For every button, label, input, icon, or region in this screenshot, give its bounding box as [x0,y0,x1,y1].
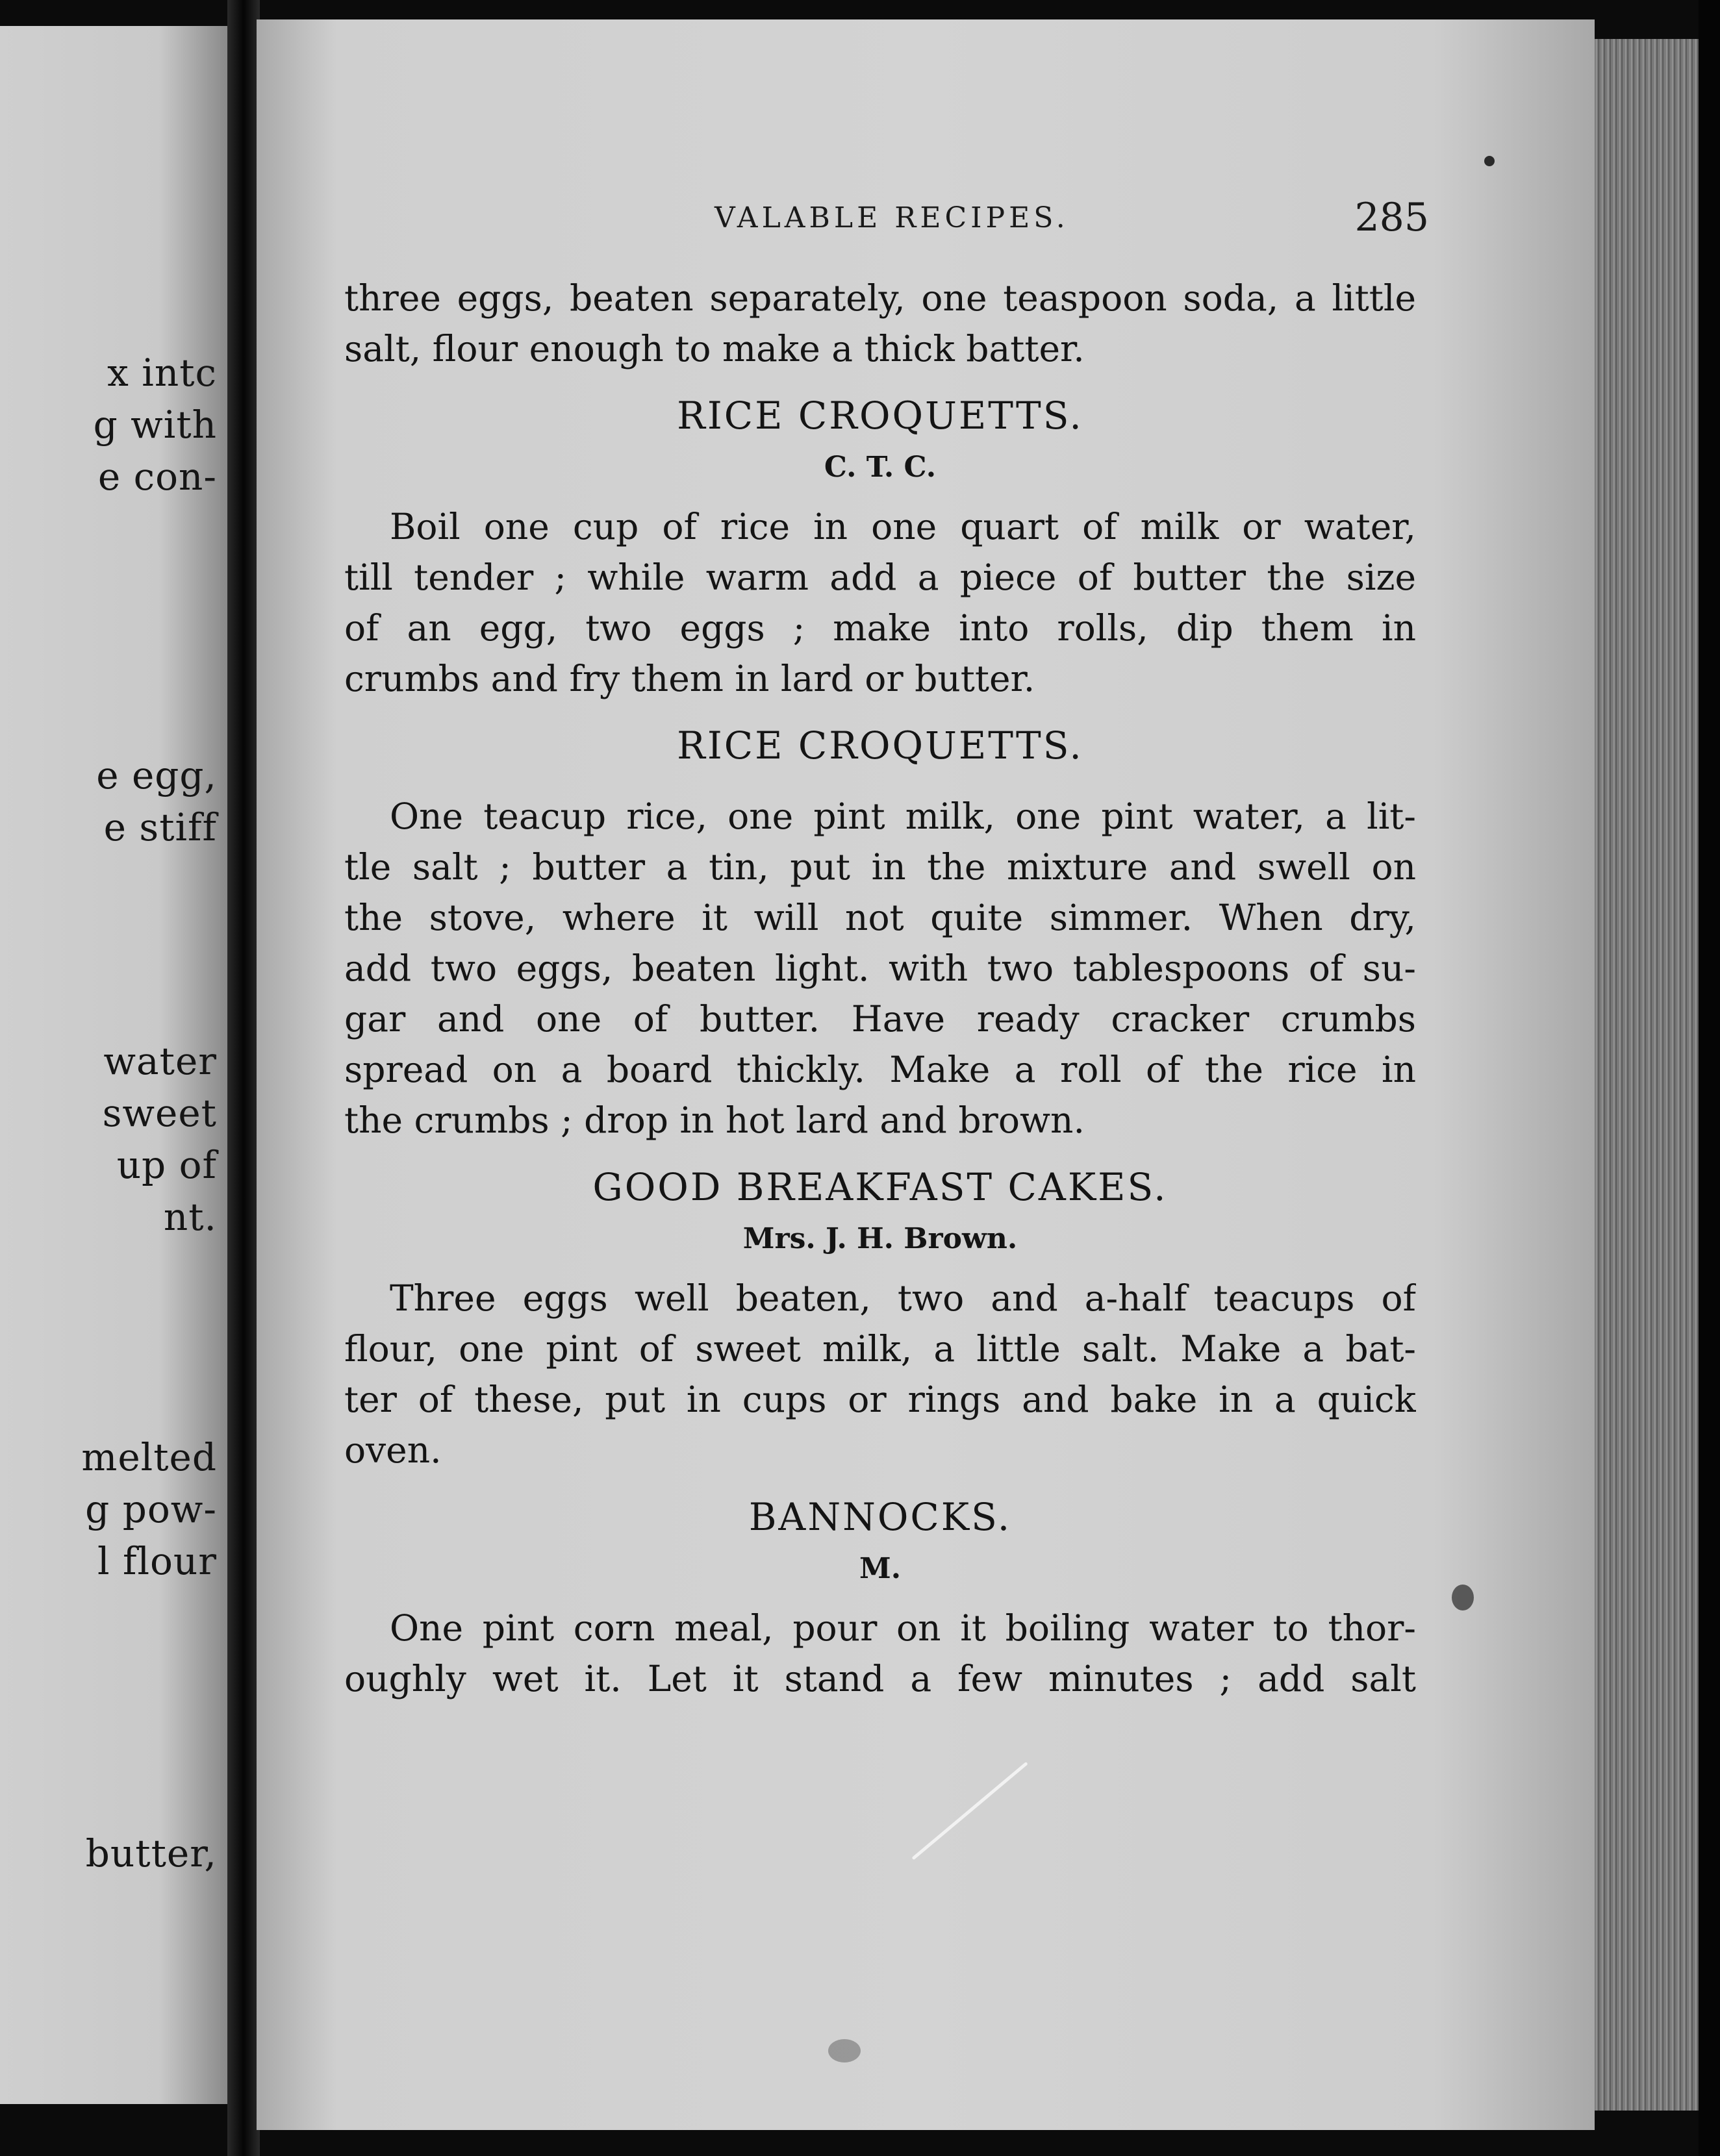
left-page-text-fragment: sweet [102,1091,217,1135]
left-page-text-fragment: l flour [97,1539,217,1583]
text-line: gar and one of butter. Have ready cracker crumbs [344,998,1416,1040]
text-line: of an egg, two eggs ; make into rolls, dip them in [344,607,1416,649]
recipe-title: BANNOCKS. [748,1495,1012,1539]
text-line: crumbs and fry them in lard or butter. [344,658,1035,699]
running-head: VALABLE RECIPES. [715,201,1069,234]
text-line: add two eggs, beaten light. with two tablespoons of su- [344,947,1416,989]
text-line: three eggs, beaten separately, one teaspoon soda, a little [344,277,1416,319]
recipe-text [344,1603,1416,1704]
text-line: Three eggs well beaten, two and a-half teacups of [390,1277,1416,1319]
recipe-rice-croquetts-2 [344,720,1416,1146]
recipe-title: GOOD BREAKFAST CAKES. [592,1165,1168,1209]
text-line: ter of these, put in cups or rings and bake in a quick [344,1379,1416,1420]
left-page-text-fragment: butter, [85,1831,217,1875]
recipe-text [344,791,1416,1146]
text-line: the crumbs ; drop in hot lard and brown. [344,1099,1085,1141]
text-line: Boil one cup of rice in one quart of milk or water, [390,506,1416,547]
recipe-byline: Mrs. J. H. Brown. [742,1222,1018,1255]
left-page-text-fragment: x intc [107,351,217,395]
text-line: One teacup rice, one pint milk, one pint water, a lit- [390,796,1416,837]
left-page-text-fragment: up of [116,1143,217,1187]
recipe-rice-croquetts-1 [344,390,1416,704]
text-line: till tender ; while warm add a piece of butter the size [344,557,1416,598]
page-edge-stack [1595,39,1699,2111]
left-page-text-fragment: e con- [97,455,217,499]
text-line: One pint corn meal, pour on it boiling water to thor- [390,1607,1416,1649]
left-page-text-fragment: nt. [163,1195,217,1239]
recipe-title: RICE CROQUETTS. [677,723,1083,768]
ink-speck [1452,1585,1474,1611]
recipe-text [344,1273,1416,1475]
scan-frame [1699,0,1720,2156]
text-line: oughly wet it. Let it stand a few minutes ; add salt [344,1658,1416,1699]
page-body [344,273,1416,1708]
text-line: tle salt ; butter a tin, put in the mixture and swell on [344,846,1416,888]
text-line: the stove, where it will not quite simmer. When dry, [344,897,1416,938]
book-gutter [227,0,260,2156]
intro-paragraph [344,273,1416,374]
left-page-text-fragment: melted [81,1435,217,1479]
scratch-mark [911,1762,1028,1861]
text-line: salt, flour enough to make a thick batter. [344,328,1085,370]
left-page-text-fragment: g with [93,403,217,447]
recipe-bannocks [344,1491,1416,1704]
recipe-byline: M. [859,1552,902,1585]
left-page-text-fragment: g pow- [85,1487,217,1531]
recipe-title: RICE CROQUETTS. [677,394,1083,438]
page-header [455,195,1429,247]
left-page-text-fragment: water [103,1039,217,1083]
text-line: flour, one pint of sweet milk, a little salt. Make a bat- [344,1328,1416,1370]
left-page-text-fragment: e stiff [103,805,217,849]
page-number: 285 [1354,195,1429,240]
recipe-byline: C. T. C. [824,451,937,484]
recipe-good-breakfast-cakes [344,1161,1416,1475]
ink-speck [1484,156,1495,166]
left-page-fragment [0,26,227,2104]
text-line: spread on a board thickly. Make a roll of the rice in [344,1049,1416,1090]
recipe-text [344,501,1416,704]
text-line: oven. [344,1429,442,1471]
left-page-text-fragment: e egg, [96,753,217,797]
ink-speck [828,2039,861,2062]
